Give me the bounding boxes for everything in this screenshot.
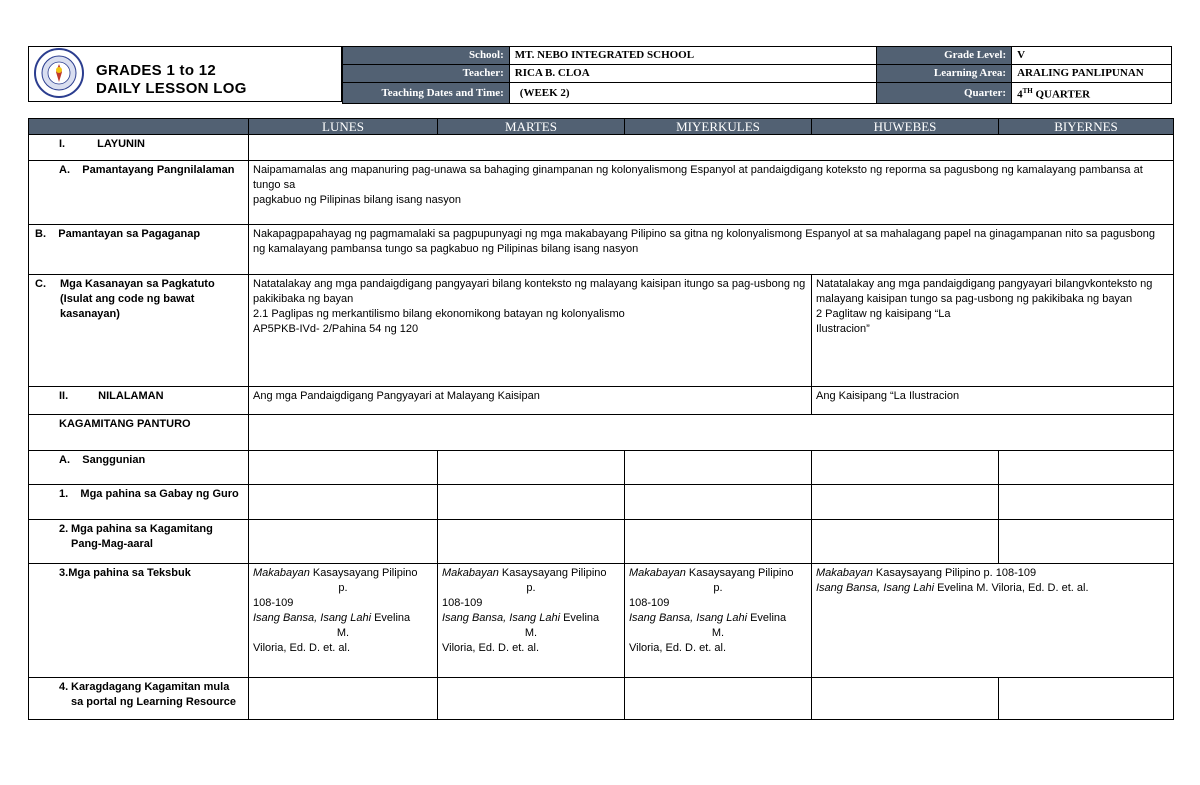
row-gabay-ng-guro: [29, 485, 1174, 520]
cell-gabay-lunes: [249, 485, 438, 520]
cell-gabay-miyerkules: [625, 485, 812, 520]
textbook-line1: [442, 566, 620, 581]
cell-teksbuk-huwebes-biyernes: [812, 564, 1174, 678]
form-title-line2: DAILY LESSON LOG: [96, 80, 247, 97]
quarter-label: Quarter:: [877, 83, 1012, 104]
deped-seal-icon: [34, 48, 84, 98]
textbook-line4: [629, 611, 807, 626]
day-header-martes: MARTES: [438, 119, 625, 135]
row-label-text: LAYUNIN: [97, 138, 146, 150]
textbook-book2: Isang Bansa, Isang Lahi: [629, 612, 748, 624]
textbook-title-italic: Makabayan: [816, 567, 873, 579]
row-label-text: Pamantayang Pangnilalaman: [82, 164, 235, 176]
info-row-teacher: [343, 65, 1172, 83]
row-label-text: Pamantayan sa Pagaganap: [58, 228, 201, 240]
cell-teksbuk-miyerkules: [625, 564, 812, 678]
learning-area-label: Learning Area:: [877, 65, 1012, 83]
cell-sanggunian-martes: [438, 451, 625, 485]
textbook-author-rest: Viloria, Ed. D. et. al.: [629, 642, 727, 654]
row-label-text: Mga Kasanayan sa Pagkatuto (Isulat ang code ng bawat kasanayan): [60, 278, 215, 320]
row-karagdagang-kagamitan: [29, 678, 1174, 720]
row-kasanayan: [29, 275, 1174, 387]
quarter-number: 4: [1017, 88, 1023, 101]
row-label-kasanayan: [29, 275, 249, 387]
row-label-text: Karagdagang Kagamitan mula sa portal ng Learning Resource: [71, 681, 237, 708]
textbook-book2: Isang Bansa, Isang Lahi: [253, 612, 372, 624]
day-header-blank: [29, 119, 249, 135]
day-header-miyerkules: MIYERKULES: [625, 119, 812, 135]
cell-layunin: [249, 135, 1174, 161]
textbook-page-prefix: p.: [338, 582, 348, 594]
row-number: 3.: [59, 567, 69, 579]
row-label-kagamitang-panturo: KAGAMITANG PANTURO: [29, 415, 249, 451]
row-label-sanggunian: [29, 451, 249, 485]
row-label-gabay-ng-guro: [29, 485, 249, 520]
row-label-text: Mga pahina sa Kagamitang Pang-Mag-aaral: [71, 523, 213, 550]
row-number: B.: [35, 228, 46, 240]
cell-kagamitang-panturo: [249, 415, 1174, 451]
textbook-line1: [253, 566, 433, 581]
row-nilalaman: [29, 387, 1174, 415]
cell-gabay-martes: [438, 485, 625, 520]
cell-karagdagang-huwebes: [812, 678, 999, 720]
row-sanggunian: [29, 451, 1174, 485]
row-kagamitang-panturo: [29, 415, 1174, 451]
textbook-page-prefix: p.: [526, 582, 536, 594]
row-label-nilalaman: [29, 387, 249, 415]
row-teksbuk: [29, 564, 1174, 678]
cell-sanggunian-miyerkules: [625, 451, 812, 485]
textbook-right-line2: [816, 581, 1169, 596]
textbook-author-rest: Viloria, Ed. D. et. al.: [253, 642, 351, 654]
info-row-dates: [343, 83, 1172, 104]
day-header-biyernes: BIYERNES: [999, 119, 1174, 135]
cell-pamantayan-pagganap: Nakapagpapahayag ng pagmamalaki sa pagpupunyagi ng mga makabayang Pilipino sa gitna ng kolonyalismong Espanyol at sa mahalagang papel na ginagampanan nito sa pagusbong ng kamalayang pambansa tungo sa pagkabuo ng Pilipinas bilang isang nasyon: [249, 225, 1174, 275]
textbook-line4: [442, 611, 620, 626]
lesson-log-table: [28, 118, 1174, 720]
cell-kasanayan-huwebes-biyernes: Natatalakay ang mga pandaigdigang pangyayari bilangvkonteksto ng malayang kaisipan tungo sa pag-usbong ng pakikibaka ng bayan 2 Paglitaw ng kaisipang “La Ilustracion”: [812, 275, 1174, 387]
row-number: C.: [35, 278, 46, 290]
textbook-page-prefix: p.: [713, 582, 723, 594]
quarter-value: [1012, 83, 1172, 104]
school-value: MT. NEBO INTEGRATED SCHOOL: [509, 47, 876, 65]
day-header-row: [29, 119, 1174, 135]
cell-pamantayang-pangnilalaman: Naipamamalas ang mapanuring pag-unawa sa bahaging ginampanan ng kolonyalismong Espanyol at pandaigdigang koteksto ng reporma sa pagusbong ng kamalayang pambansa at tungo sa pagkabuo ng Pilipinas bilang isang nasyon: [249, 161, 1174, 225]
row-label-kagamitang-mag-aaral: [29, 520, 249, 564]
row-label-teksbuk: [29, 564, 249, 678]
textbook-author: Evelina: [371, 612, 411, 624]
row-number: 4.: [59, 681, 69, 693]
cell-kasanayan-lunes-miyerkules: Natatalakay ang mga pandaigdigang pangyayari bilang konteksto ng malayang kaisipan itungo sa pag-usbong ng pakikibaka ng bayan 2.1 Paglipas ng merkantilismo bilang ekonomikong batayan ng kolonyalismo AP5PKB-IVd- 2/Pahina 54 ng 120: [249, 275, 812, 387]
textbook-title: Kasaysayang Pilipino: [498, 567, 607, 579]
quarter-word: QUARTER: [1032, 88, 1091, 101]
textbook-pages: 108-109: [629, 597, 670, 609]
textbook-title-italic: Makabayan: [629, 567, 686, 579]
grade-level-label: Grade Level:: [877, 47, 1012, 65]
cell-nilalaman-huwebes-biyernes: Ang Kaisipang “La Ilustracion: [812, 387, 1174, 415]
textbook-author: Evelina M. Viloria, Ed. D. et. al.: [934, 582, 1089, 594]
teaching-dates-value: (WEEK 2): [509, 83, 876, 104]
textbook-author-initial: M.: [336, 627, 350, 639]
cell-gabay-huwebes: [812, 485, 999, 520]
row-label-text: Mga pahina sa Teksbuk: [68, 567, 191, 579]
row-number: A.: [59, 454, 70, 466]
cell-mag-aaral-lunes: [249, 520, 438, 564]
day-header-lunes: LUNES: [249, 119, 438, 135]
cell-karagdagang-biyernes: [999, 678, 1174, 720]
day-header-huwebes: HUWEBES: [812, 119, 999, 135]
row-label-text: Sanggunian: [82, 454, 146, 466]
row-number: II.: [59, 390, 69, 402]
textbook-right-line1: [816, 566, 1169, 581]
row-number: 2.: [59, 523, 69, 535]
textbook-line4: [253, 611, 433, 626]
form-title-line1: GRADES 1 to 12: [96, 62, 217, 79]
row-kagamitang-mag-aaral: [29, 520, 1174, 564]
info-row-school: [343, 47, 1172, 65]
cell-gabay-biyernes: [999, 485, 1174, 520]
row-pamantayan-pagganap: [29, 225, 1174, 275]
grade-level-value: V: [1012, 47, 1172, 65]
teacher-value: RICA B. CLOA: [509, 65, 876, 83]
textbook-title-pages: Kasaysayang Pilipino p. 108-109: [872, 567, 1037, 579]
textbook-title: Kasaysayang Pilipino: [309, 567, 418, 579]
row-label-text: NILALAMAN: [98, 390, 164, 402]
textbook-author: Evelina: [747, 612, 787, 624]
cell-sanggunian-lunes: [249, 451, 438, 485]
teacher-label: Teacher:: [343, 65, 510, 83]
cell-mag-aaral-miyerkules: [625, 520, 812, 564]
textbook-title: Kasaysayang Pilipino: [685, 567, 794, 579]
cell-teksbuk-martes: [438, 564, 625, 678]
textbook-author-initial: M.: [524, 627, 538, 639]
textbook-author-initial: M.: [711, 627, 725, 639]
cell-teksbuk-lunes: [249, 564, 438, 678]
textbook-title-italic: Makabayan: [442, 567, 499, 579]
cell-mag-aaral-martes: [438, 520, 625, 564]
textbook-book2: Isang Bansa, Isang Lahi: [442, 612, 561, 624]
row-number: I.: [59, 138, 66, 150]
row-number: A.: [59, 164, 70, 176]
textbook-book2: Isang Bansa, Isang Lahi: [816, 582, 935, 594]
school-label: School:: [343, 47, 510, 65]
textbook-pages: 108-109: [442, 597, 483, 609]
textbook-author: Evelina: [560, 612, 600, 624]
cell-karagdagang-martes: [438, 678, 625, 720]
textbook-pages: 108-109: [253, 597, 294, 609]
cell-mag-aaral-biyernes: [999, 520, 1174, 564]
row-label-karagdagang-kagamitan: [29, 678, 249, 720]
row-label-text: Mga pahina sa Gabay ng Guro: [80, 488, 239, 500]
learning-area-value: ARALING PANLIPUNAN: [1012, 65, 1172, 83]
header-info-table: [342, 46, 1172, 104]
cell-karagdagang-lunes: [249, 678, 438, 720]
quarter-suffix: TH: [1022, 86, 1033, 95]
cell-karagdagang-miyerkules: [625, 678, 812, 720]
row-number: 1.: [59, 488, 69, 500]
teaching-dates-label: Teaching Dates and Time:: [343, 83, 510, 104]
textbook-author-rest: Viloria, Ed. D. et. al.: [442, 642, 540, 654]
cell-sanggunian-huwebes: [812, 451, 999, 485]
row-pamantayang-pangnilalaman: [29, 161, 1174, 225]
cell-nilalaman-lunes-miyerkules: Ang mga Pandaigdigang Pangyayari at Malayang Kaisipan: [249, 387, 812, 415]
textbook-line1: [629, 566, 807, 581]
cell-mag-aaral-huwebes: [812, 520, 999, 564]
cell-sanggunian-biyernes: [999, 451, 1174, 485]
row-layunin: [29, 135, 1174, 161]
textbook-title-italic: Makabayan: [253, 567, 310, 579]
row-label-pamantayang-pangnilalaman: [29, 161, 249, 225]
row-label-layunin: [29, 135, 249, 161]
row-label-pamantayan-pagganap: [29, 225, 249, 275]
